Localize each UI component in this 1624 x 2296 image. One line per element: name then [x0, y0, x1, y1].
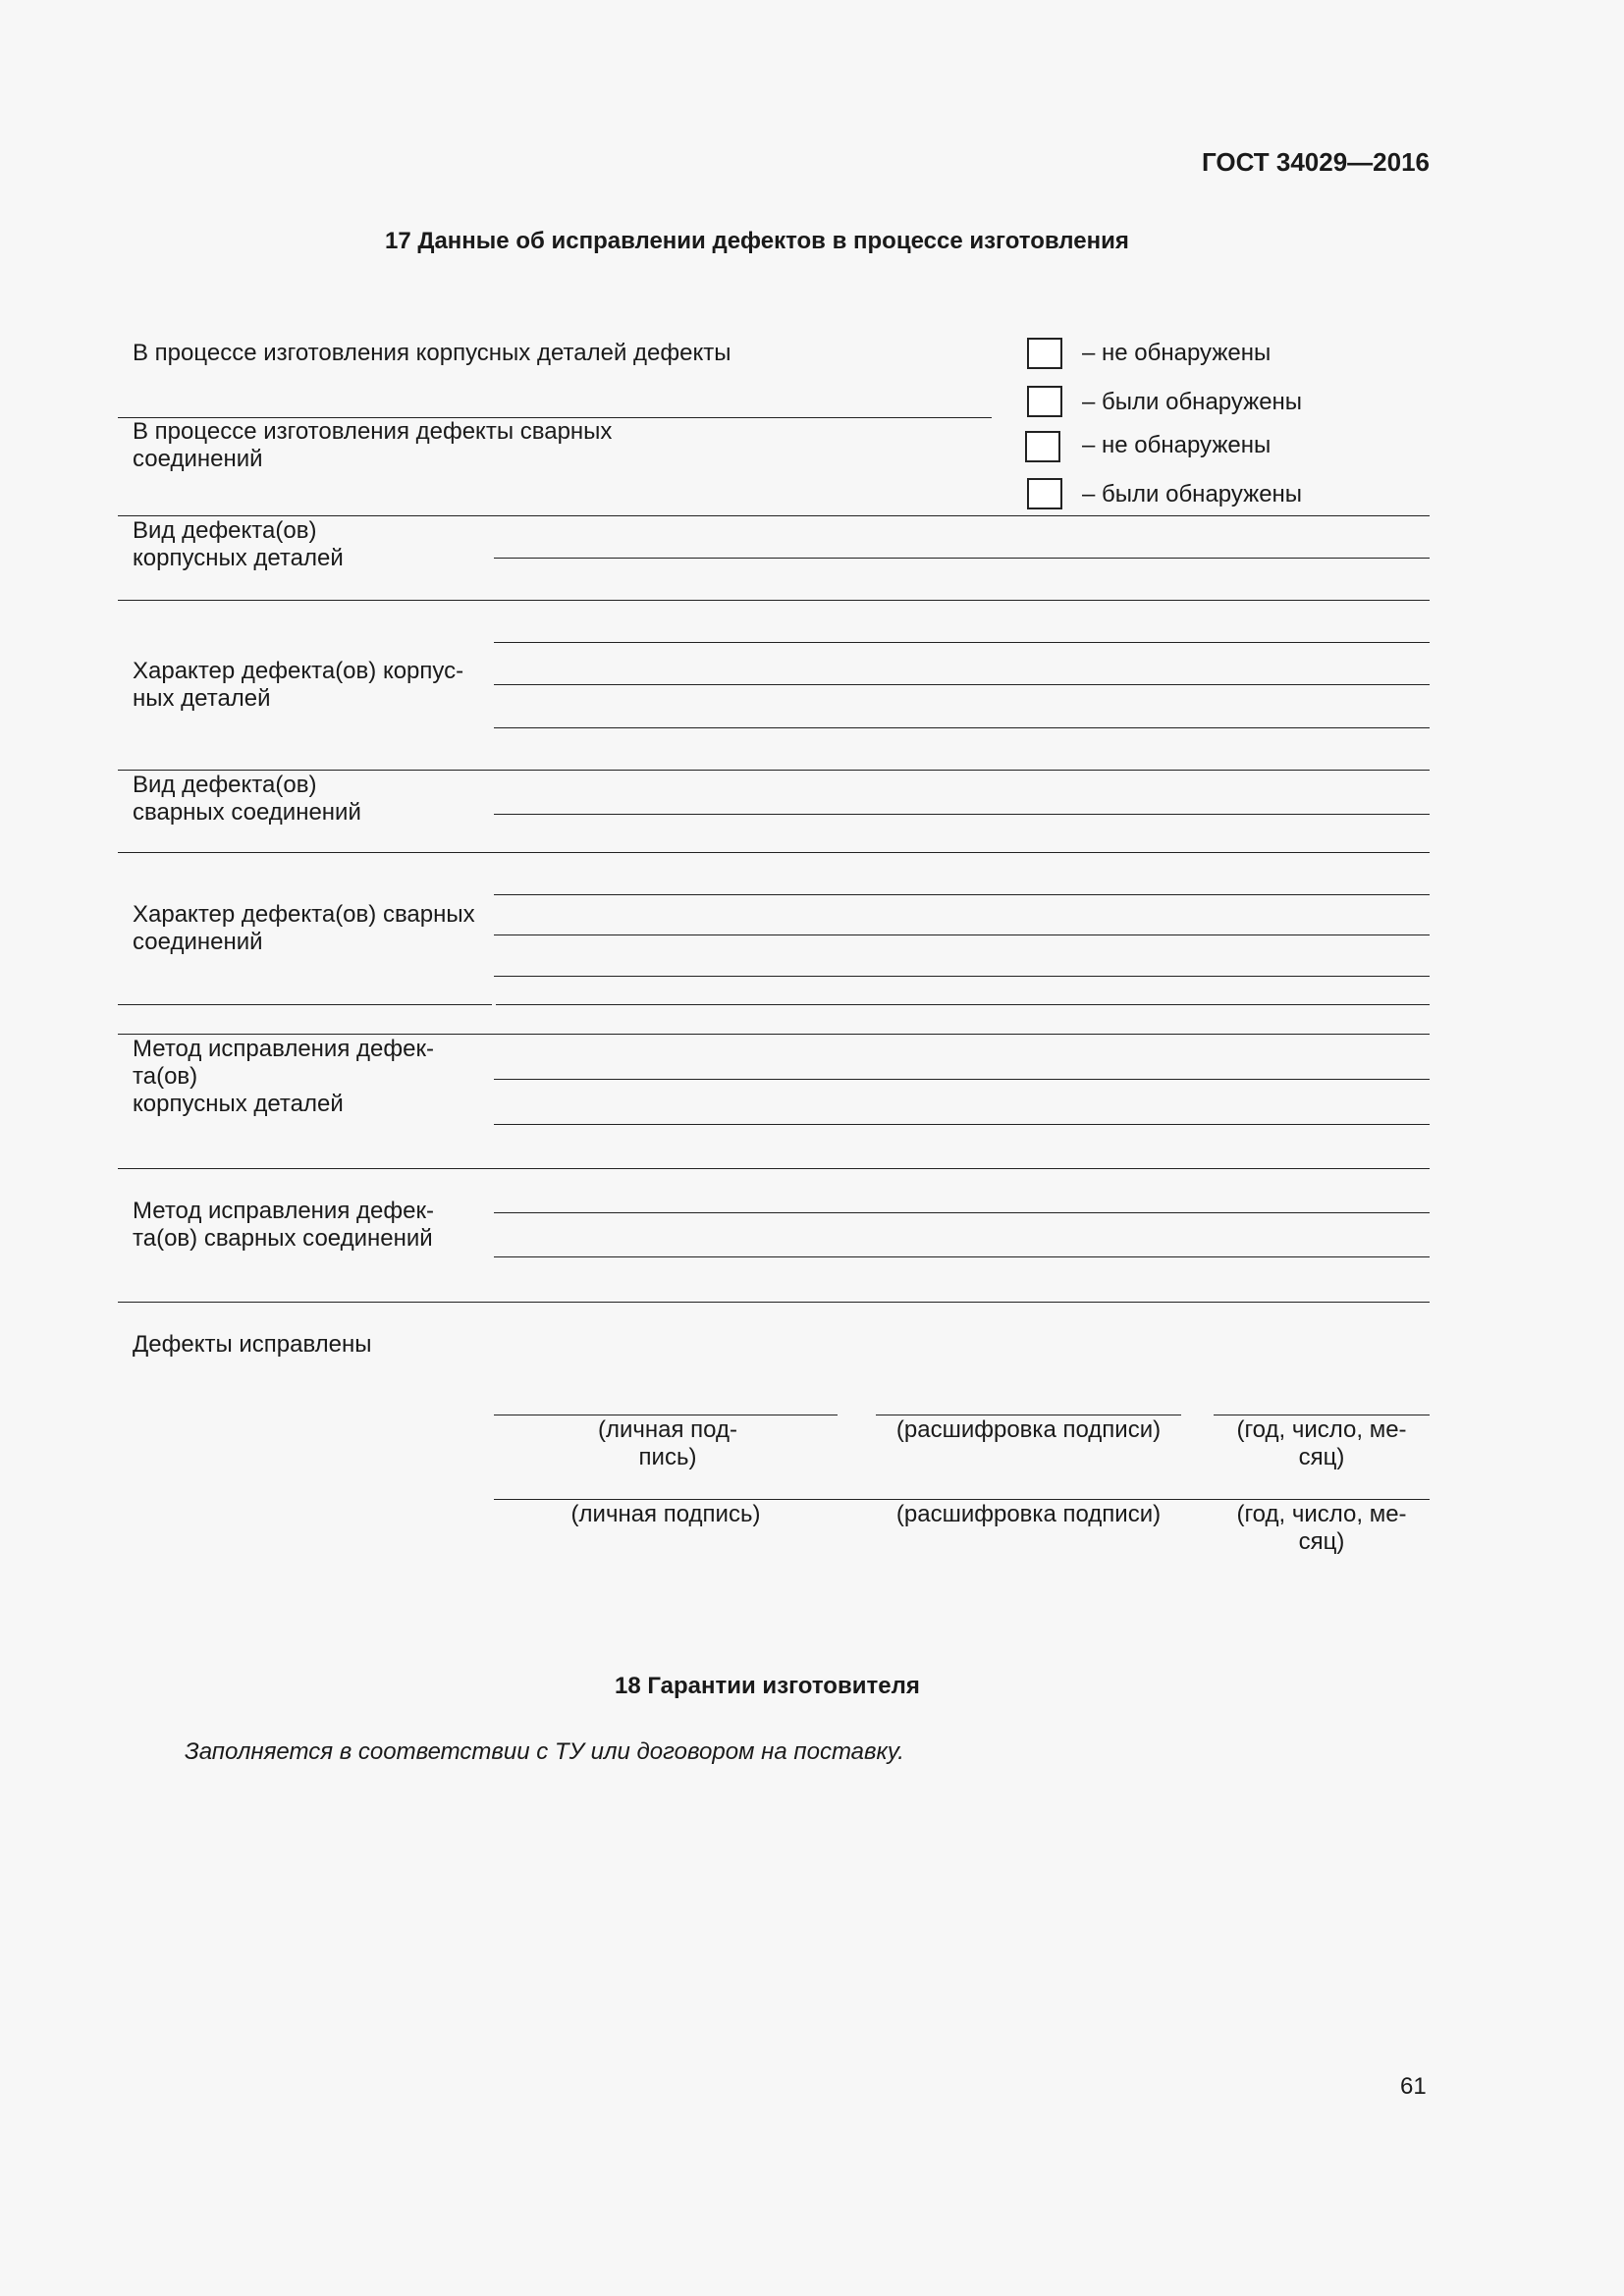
divider	[118, 852, 1430, 853]
caption-signature-decode: (расшифровка подписи)	[895, 1416, 1162, 1443]
defect-type-body-label-1: Вид дефекта(ов)	[133, 517, 317, 544]
defect-nature-weld-label-2: соединений	[133, 929, 263, 955]
fill-line[interactable]	[494, 642, 1430, 643]
caption-line: (год, число, ме-	[1236, 1501, 1407, 1527]
fill-line[interactable]	[494, 934, 1430, 935]
defects-fixed-label: Дефекты исправлены	[133, 1331, 372, 1358]
option-weld-found-label: – были обнаружены	[1082, 481, 1303, 507]
divider	[118, 1004, 492, 1005]
defect-nature-body-label-1: Характер дефекта(ов) корпус-	[133, 658, 464, 684]
caption-line: сяц)	[1298, 1528, 1345, 1555]
divider	[118, 1034, 1430, 1035]
section-18-title: 18 Гарантии изготовителя	[615, 1673, 920, 1699]
signature-row-line[interactable]	[494, 1499, 1430, 1500]
fill-line[interactable]	[494, 1212, 1430, 1213]
fix-method-body-label-1: Метод исправления дефек-	[133, 1036, 434, 1062]
defect-type-body-label-2: корпусных деталей	[133, 545, 344, 571]
caption-date	[1214, 1501, 1430, 1556]
checkbox-body-not-found[interactable]	[1027, 338, 1062, 369]
section-17-title: 17 Данные об исправлении дефектов в процессе изготовления	[385, 228, 1129, 254]
defect-type-weld-label-1: Вид дефекта(ов)	[133, 772, 317, 798]
caption-line: сяц)	[1298, 1444, 1345, 1470]
caption-signature-decode: (расшифровка подписи)	[895, 1501, 1162, 1527]
fill-line[interactable]	[494, 684, 1430, 685]
fill-line[interactable]	[494, 1256, 1430, 1257]
checkbox-weld-found[interactable]	[1027, 478, 1062, 509]
fill-line[interactable]	[494, 814, 1430, 815]
fix-method-weld-label-2: та(ов) сварных соединений	[133, 1225, 433, 1252]
fix-method-body-label-3: корпусных деталей	[133, 1091, 344, 1117]
defect-nature-body-label-2: ных деталей	[133, 685, 271, 712]
page-number: 61	[1400, 2073, 1427, 2100]
caption-personal-signature	[550, 1416, 785, 1471]
document-id: ГОСТ 34029—2016	[1202, 147, 1430, 177]
fill-line[interactable]	[494, 727, 1430, 728]
fix-method-weld-label-1: Метод исправления дефек-	[133, 1198, 434, 1224]
fill-line[interactable]	[494, 1124, 1430, 1125]
option-body-not-found-label: – не обнаружены	[1082, 340, 1272, 366]
fill-line[interactable]	[494, 976, 1430, 977]
caption-date	[1214, 1416, 1430, 1471]
caption-line: (личная под-	[598, 1416, 737, 1443]
caption-line: пись)	[638, 1444, 697, 1470]
divider	[496, 1004, 1430, 1005]
fill-line[interactable]	[494, 1079, 1430, 1080]
divider	[118, 1302, 1430, 1303]
divider	[118, 770, 1430, 771]
fix-method-body-label-2: та(ов)	[133, 1063, 198, 1090]
row-body-defects-label: В процессе изготовления корпусных деталей дефекты	[133, 340, 731, 366]
divider	[118, 515, 1430, 516]
checkbox-body-found[interactable]	[1027, 386, 1062, 417]
row-weld-defects-label-1: В процессе изготовления дефекты сварных	[133, 418, 613, 445]
row-weld-defects-label-2: соединений	[133, 446, 263, 472]
defect-type-weld-label-2: сварных соединений	[133, 799, 361, 826]
divider	[118, 600, 1430, 601]
fill-line[interactable]	[494, 894, 1430, 895]
divider	[118, 1168, 1430, 1169]
option-body-found-label: – были обнаружены	[1082, 389, 1303, 415]
checkbox-weld-not-found[interactable]	[1025, 431, 1060, 462]
caption-line: (год, число, ме-	[1236, 1416, 1407, 1443]
defect-nature-weld-label-1: Характер дефекта(ов) сварных	[133, 901, 475, 928]
section-18-note: Заполняется в соответствии с ТУ или договором на поставку.	[185, 1738, 904, 1765]
option-weld-not-found-label: – не обнаружены	[1082, 432, 1272, 458]
caption-personal-signature: (личная подпись)	[570, 1501, 761, 1527]
fill-line[interactable]	[494, 558, 1430, 559]
